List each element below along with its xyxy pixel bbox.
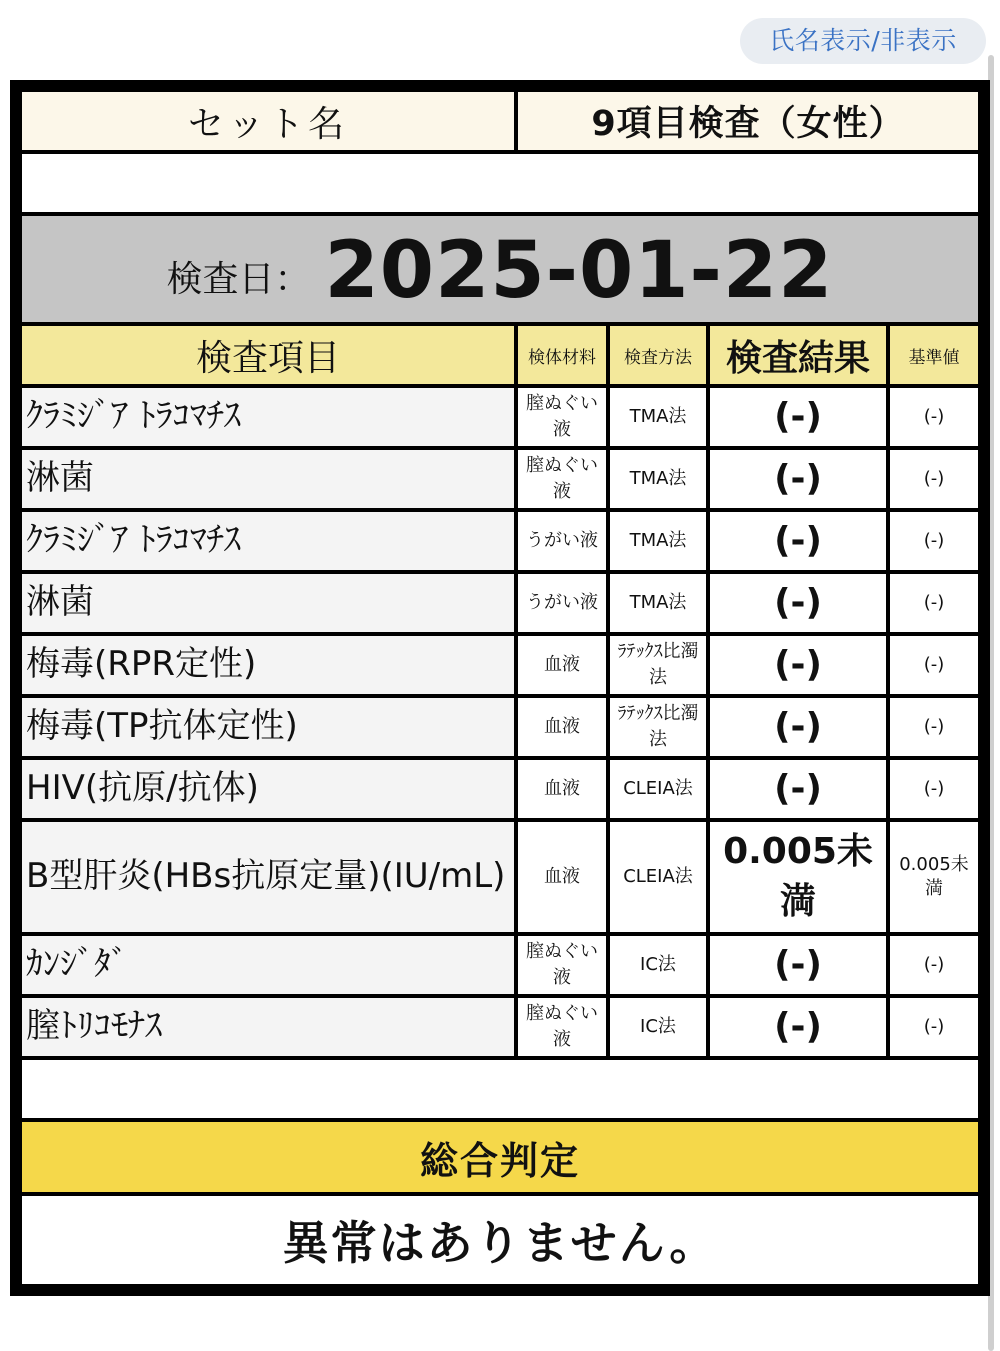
row-specimen: うがい液 [518,574,606,632]
row-result: 0.005未満 [710,822,886,932]
row-item-name: ｸﾗﾐｼﾞｱ ﾄﾗｺﾏﾁｽ [22,388,514,446]
row-method: ﾗﾃｯｸｽ比濁法 [610,636,706,694]
row-item-name: HIV(抗原/抗体) [22,760,514,818]
set-name-label: セット名 [22,92,514,150]
row-result: (-) [710,998,886,1056]
exam-date-value: 2025-01-22 [324,226,834,316]
row-result: (-) [710,450,886,508]
row-method: IC法 [610,936,706,994]
row-method: TMA法 [610,512,706,570]
exam-date-label: 検査日： [166,259,311,300]
row-result: (-) [710,512,886,570]
row-item-name: 膣ﾄﾘｺﾓﾅｽ [22,998,514,1056]
row-specimen: 血液 [518,822,606,932]
row-item-name: B型肝炎(HBs抗原定量)(IU/mL) [22,822,514,932]
row-specimen: 膣ぬぐい液 [518,450,606,508]
row-specimen: 血液 [518,636,606,694]
name-toggle-button[interactable]: 氏名表示/非表示 [740,18,986,64]
row-specimen: 血液 [518,698,606,756]
row-result: (-) [710,760,886,818]
row-item-name: 梅毒(RPR定性) [22,636,514,694]
row-item-name: ｸﾗﾐｼﾞｱ ﾄﾗｺﾏﾁｽ [22,512,514,570]
row-item-name: 淋菌 [22,574,514,632]
row-reference: (-) [890,512,978,570]
judgement-title: 総合判定 [22,1122,978,1192]
column-header-reference: 基準値 [890,326,978,384]
column-header-method: 検査方法 [610,326,706,384]
result-sheet [10,80,990,1296]
row-item-name: ｶﾝｼﾞﾀﾞ [22,936,514,994]
row-method: CLEIA法 [610,760,706,818]
judgement-value: 異常はありません。 [22,1196,978,1284]
column-header-specimen: 検体材料 [518,326,606,384]
row-method: IC法 [610,998,706,1056]
row-reference: (-) [890,936,978,994]
set-name-value: 9項目検査（女性） [518,92,978,150]
row-reference: 0.005未満 [890,822,978,932]
row-result: (-) [710,574,886,632]
row-result: (-) [710,636,886,694]
exam-date-band [22,216,978,322]
row-reference: (-) [890,388,978,446]
row-method: TMA法 [610,450,706,508]
row-reference: (-) [890,574,978,632]
row-specimen: 膣ぬぐい液 [518,388,606,446]
row-result: (-) [710,698,886,756]
row-method: TMA法 [610,574,706,632]
row-result: (-) [710,388,886,446]
row-method: TMA法 [610,388,706,446]
blank-row [22,154,978,212]
row-result: (-) [710,936,886,994]
row-item-name: 梅毒(TP抗体定性) [22,698,514,756]
column-header-item: 検査項目 [22,326,514,384]
row-specimen: 膣ぬぐい液 [518,998,606,1056]
row-method: ﾗﾃｯｸｽ比濁法 [610,698,706,756]
row-reference: (-) [890,998,978,1056]
row-reference: (-) [890,760,978,818]
row-specimen: 血液 [518,760,606,818]
row-reference: (-) [890,450,978,508]
row-reference: (-) [890,636,978,694]
row-reference: (-) [890,698,978,756]
row-specimen: 膣ぬぐい液 [518,936,606,994]
blank-row [22,1060,978,1118]
row-method: CLEIA法 [610,822,706,932]
row-specimen: うがい液 [518,512,606,570]
column-header-result: 検査結果 [710,326,886,384]
row-item-name: 淋菌 [22,450,514,508]
